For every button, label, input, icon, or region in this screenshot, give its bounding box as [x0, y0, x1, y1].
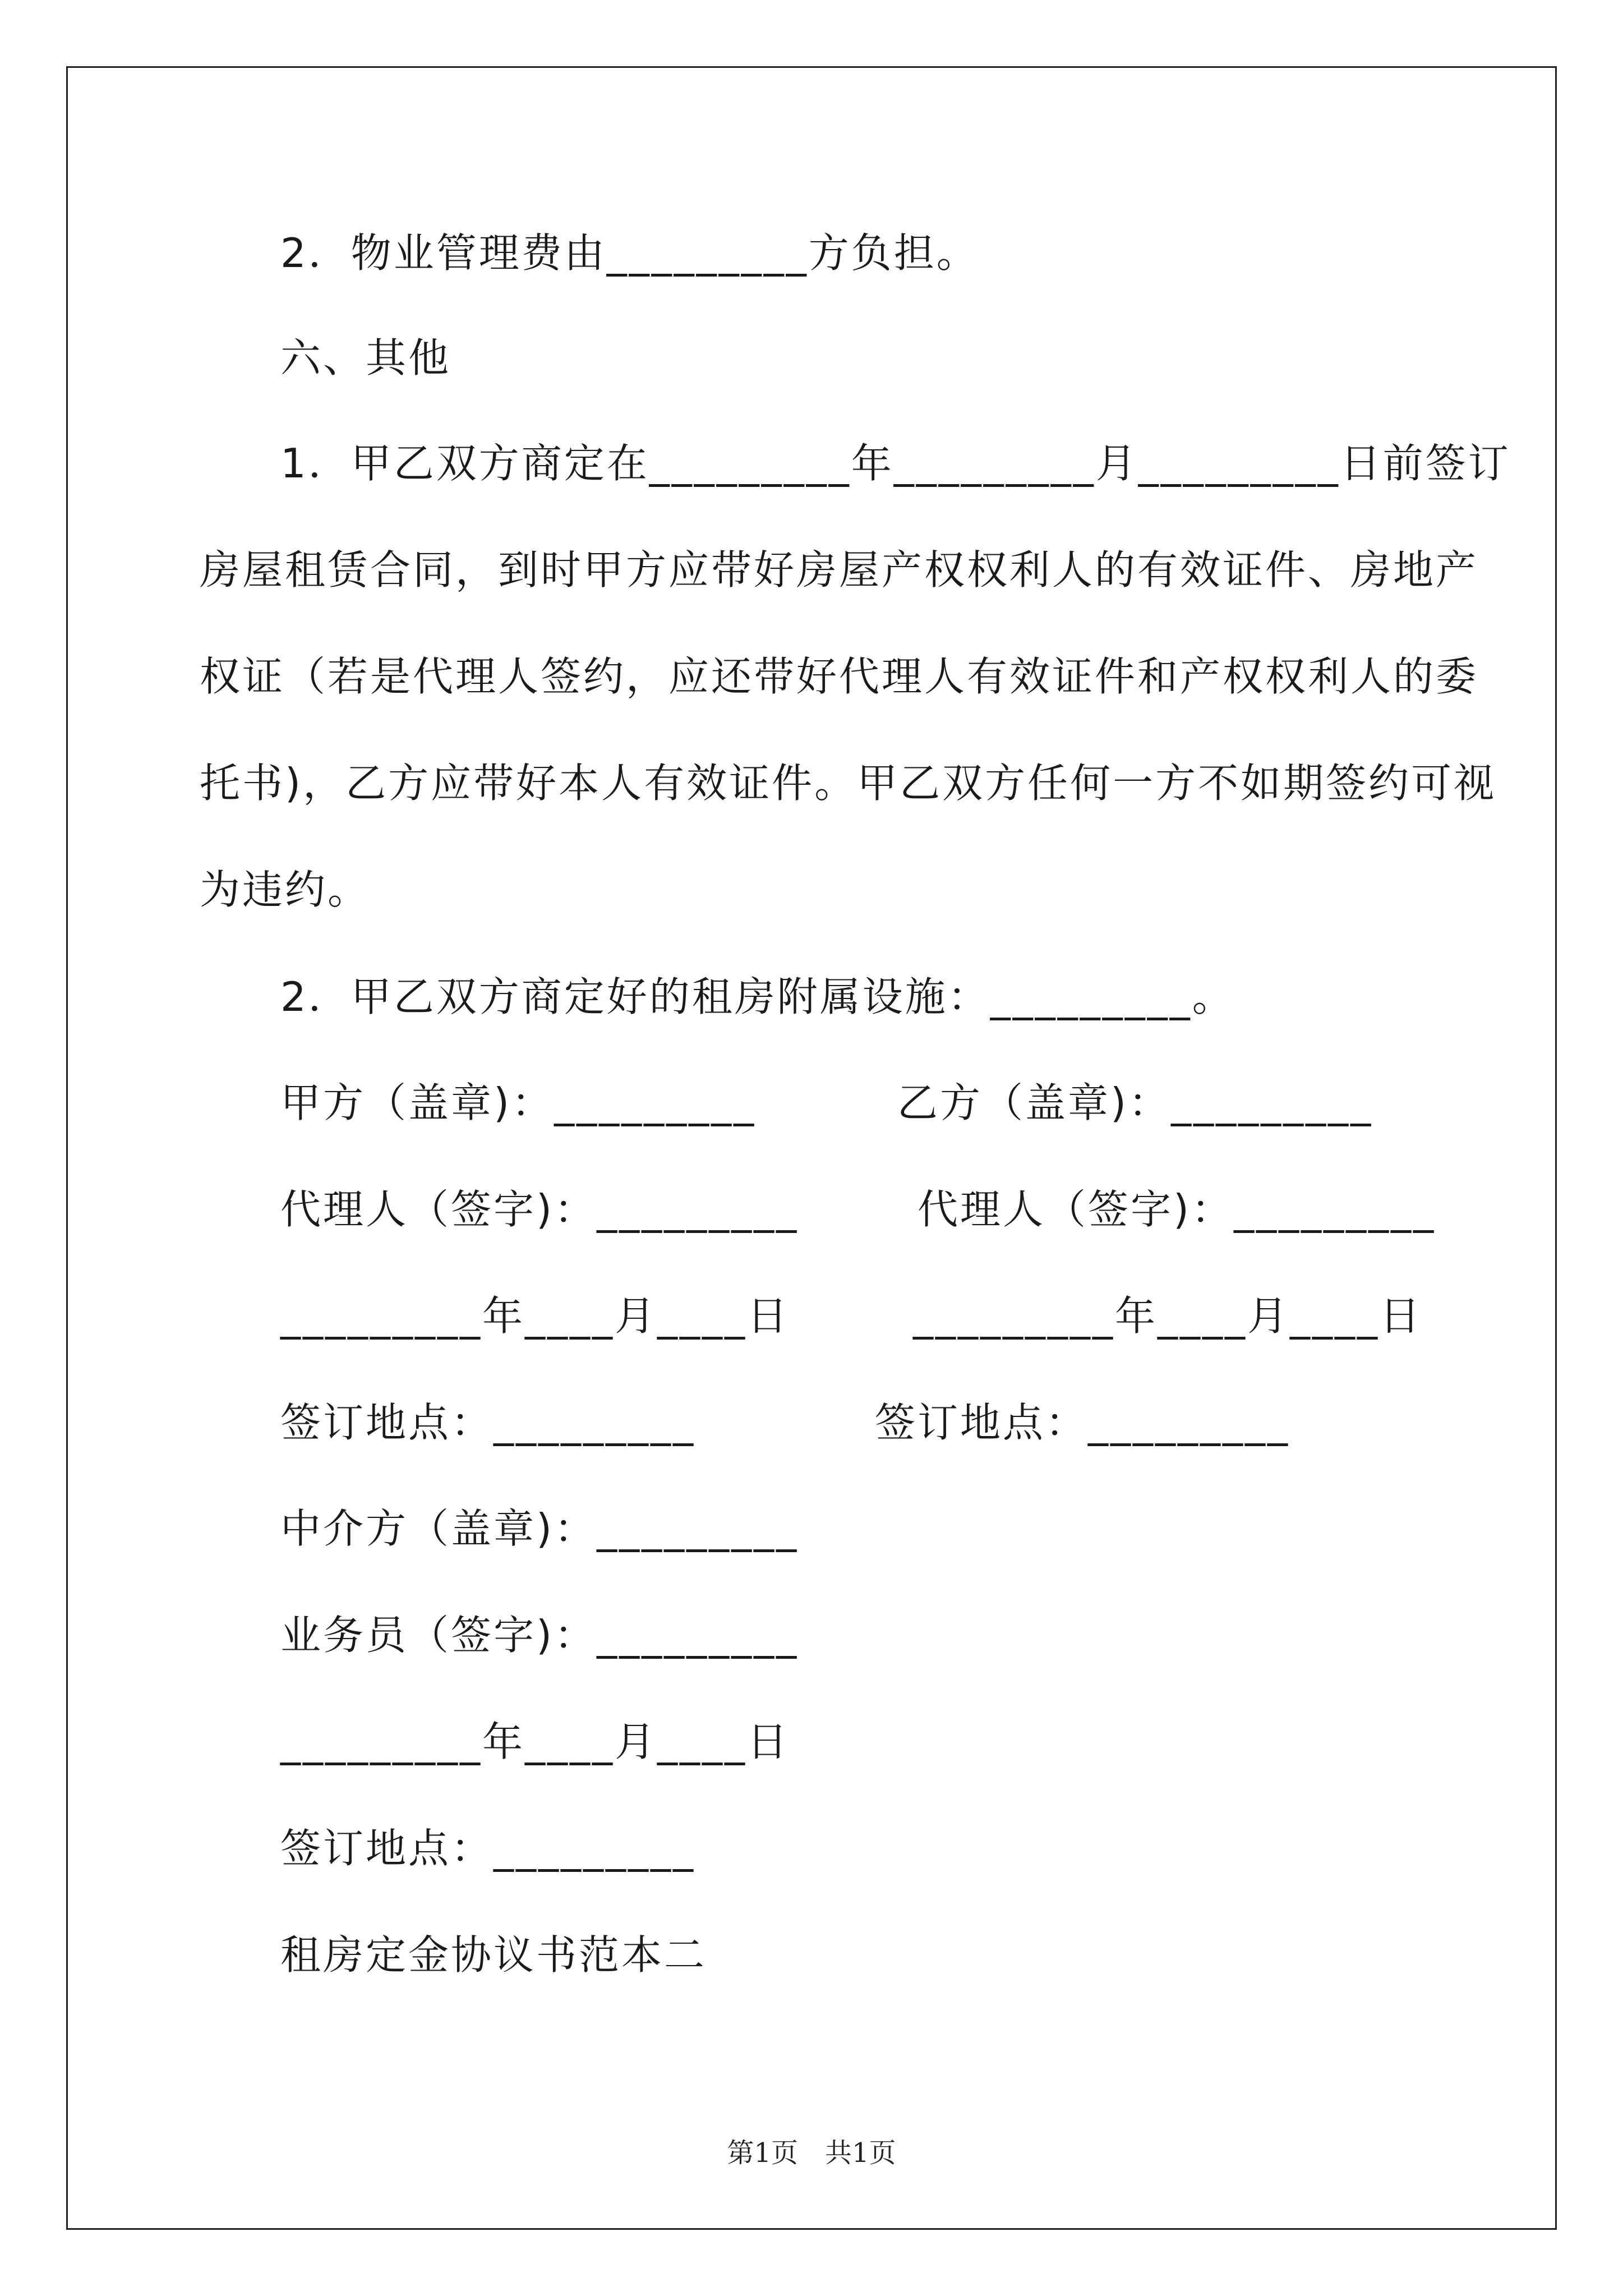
date-b: _________年____月____日	[913, 1292, 1422, 1340]
clause-6-1-line-1: 1．甲乙双方商定在_________年_________月_________日前签订	[280, 440, 1511, 487]
page-border	[66, 66, 1557, 2230]
clause-6-1-line-4: 托书)，乙方应带好本人有效证件。甲乙双方任何一方不如期签约可视	[200, 760, 1497, 807]
signing-place-b: 签订地点：_________	[875, 1399, 1290, 1446]
agent-b-signature: 代理人（签字)：_________	[917, 1186, 1436, 1233]
next-section-title: 租房定金协议书范本二	[280, 1931, 707, 1978]
date-c: _________年____月____日	[280, 1718, 790, 1765]
section-heading-other: 六、其他	[280, 334, 451, 381]
page-footer: 第1页 共1页	[727, 2137, 896, 2169]
clause-6-1-line-5: 为违约。	[200, 866, 371, 913]
clause-6-1-line-2: 房屋租赁合同，到时甲方应带好房屋产权权利人的有效证件、房地产	[200, 546, 1479, 593]
salesperson-signature: 业务员（签字)：_________	[280, 1612, 799, 1659]
party-a-seal: 甲方（盖章)：_________	[280, 1079, 757, 1126]
date-a: _________年____月____日	[280, 1292, 790, 1340]
signing-place-c: 签订地点：_________	[280, 1825, 696, 1872]
clause-6-1-line-3: 权证（若是代理人签约，应还带好代理人有效证件和产权权利人的委	[200, 653, 1479, 700]
intermediary-seal: 中介方（盖章)：_________	[280, 1505, 799, 1552]
signing-place-a: 签订地点：_________	[280, 1399, 696, 1446]
clause-5-2-property-fee: 2．物业管理费由_________方负担。	[280, 229, 979, 277]
agent-a-signature: 代理人（签字)：_________	[280, 1186, 799, 1233]
clause-6-2-facilities: 2．甲乙双方商定好的租房附属设施：_________。	[280, 973, 1235, 1020]
party-b-seal: 乙方（盖章)：_________	[897, 1079, 1373, 1126]
